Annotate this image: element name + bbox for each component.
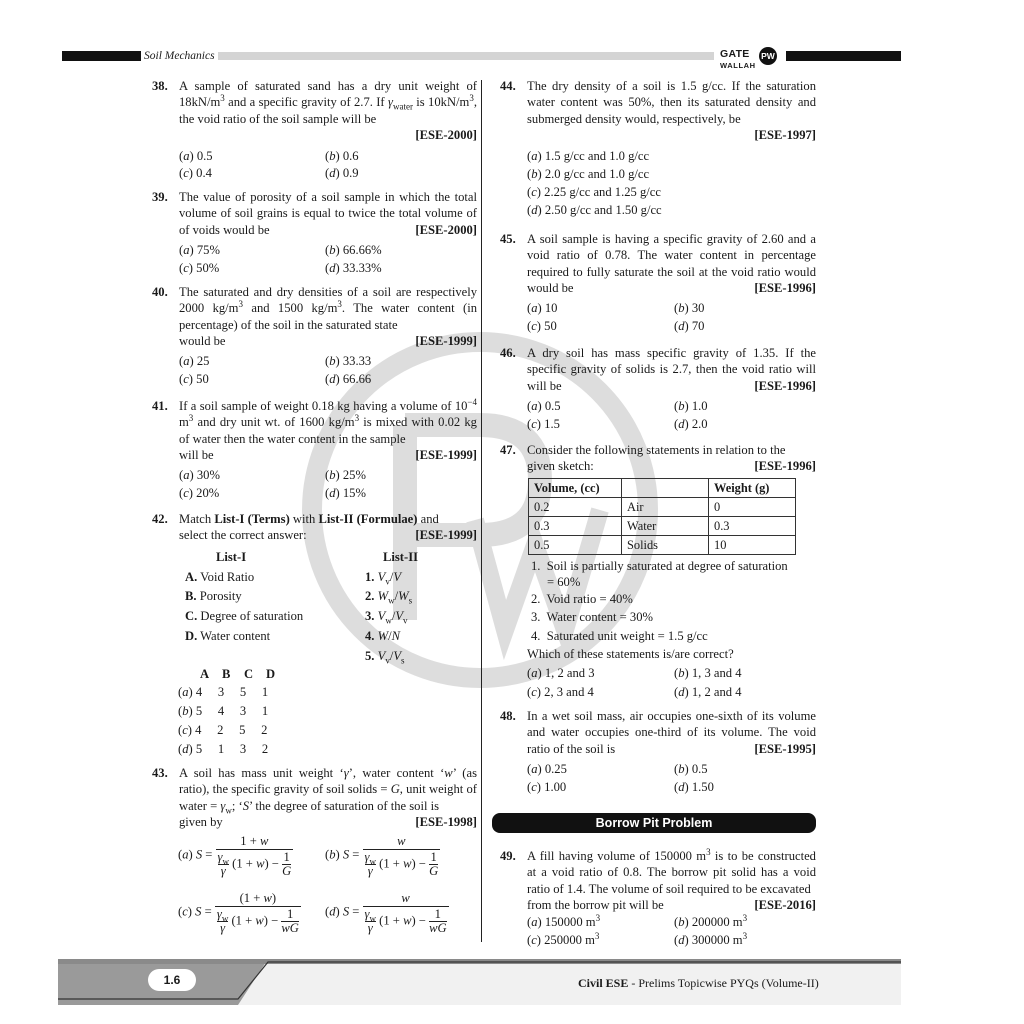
header-subject: Soil Mechanics: [144, 50, 215, 62]
exam-tag: [ESE-2000]: [415, 128, 477, 143]
list-2-item: 1. $V_v/V$: [365, 570, 402, 587]
question-number: 39.: [152, 190, 168, 204]
table-header-cell: Weight (g): [709, 479, 796, 498]
option-c[interactable]: (c) 4 2 5 2: [178, 723, 268, 737]
exam-tag: [ESE-1999]: [415, 528, 477, 543]
question-42: [152, 511, 477, 543]
table-header-cell: [622, 479, 709, 498]
last-line: will be [ESE-1996]: [527, 379, 816, 393]
last-line: of voids would be [ESE-2000]: [179, 223, 477, 237]
last-line: would be [ESE-1996]: [527, 281, 816, 295]
option-b[interactable]: (b) 1.0: [674, 399, 708, 413]
statement-2: 2. Void ratio = 40%: [531, 592, 633, 606]
table-row: [529, 498, 796, 517]
table-header-cell: Volume, (cc): [529, 479, 622, 498]
question-text: Match List-I (Terms) with List-II (Formulae) and: [179, 512, 439, 526]
question-41: [152, 396, 477, 501]
list-1-item: C. Degree of saturation: [185, 609, 304, 623]
code-header: A B C D: [200, 667, 276, 681]
options: [527, 298, 816, 334]
exam-tag: [ESE-1996]: [754, 281, 816, 295]
list-2-item: 2. $W_w/W_s$: [365, 589, 413, 606]
table-cell: 0.2: [529, 498, 622, 517]
table-cell: 0: [709, 498, 796, 517]
question-44: [500, 78, 816, 220]
list-1-item: D. Water content: [185, 629, 271, 643]
option-b[interactable]: (b) 0.6: [325, 148, 359, 163]
exam-tag: [ESE-1996]: [754, 459, 816, 473]
question-text: The dry density of a soil is 1.5 g/cc. If the saturation water content was 50%, then its saturated density and submerged density would, respectively, be: [527, 79, 816, 126]
header-bar-right: [786, 51, 901, 61]
question-number: 45.: [500, 232, 516, 246]
question-number: 44.: [500, 79, 516, 93]
section-banner-borrow-pit: Borrow Pit Problem: [492, 813, 816, 833]
option-a[interactable]: (a) 0.5: [179, 148, 213, 163]
question-number: 38.: [152, 79, 168, 93]
question-48: [500, 708, 816, 795]
option-d[interactable]: (d) 1, 2 and 4: [674, 685, 742, 699]
options: [527, 146, 816, 220]
table-cell: Solids: [622, 536, 709, 555]
option-b[interactable]: (b) 66.66%: [325, 243, 382, 257]
option-b[interactable]: (b) 200000 $m^3$: [674, 912, 748, 929]
options: [179, 465, 477, 501]
question-text: The saturated and dry densities of a soil are respectively 2000 $kg/m^3$ and 1500 $kg/m^3$. The water content (in percentage) of the soil in the saturated state: [179, 285, 477, 332]
option-c[interactable]: (c) 50%: [179, 261, 220, 275]
options: [179, 240, 477, 276]
option-d[interactable]: (d) 300000 $m^3$: [674, 930, 748, 947]
question-text: A sample of saturated sand has a dry unit weight of $18kN/m^3$ and a specific gravity of 2.7. If $\gamma_{water}$ is $10kN/m^3$, the void ratio of the soil sample will be: [179, 79, 477, 126]
option-c[interactable]: (c) S = (1 + w) $\frac{\gamma_w}{\gamma}$ (1 + w) − $\frac{1}{wG}$: [178, 891, 299, 936]
table-cell: 0.5: [529, 536, 622, 555]
question-text: A fill having volume of 150000 $m^3$ is to be constructed at a void ratio of 0.8. The borrow pit solid has a void ratio of 1.4. The volume of soil required to be excavated: [527, 846, 816, 896]
table-cell: Air: [622, 498, 709, 517]
option-a[interactable]: (a) 75%: [179, 243, 220, 257]
option-b[interactable]: (b) 25%: [325, 468, 366, 483]
statement-1-cont: = 60%: [547, 575, 581, 589]
last-line: will be [ESE-1999]: [179, 448, 477, 463]
option-b[interactable]: (b) 2.0 g/cc and 1.0 g/cc: [527, 166, 650, 181]
question-number: 40.: [152, 285, 168, 299]
option-b[interactable]: (b) S = w $\frac{\gamma_w}{\gamma}$ (1 + w) − $\frac{1}{G}$: [325, 834, 439, 879]
table-cell: Water: [622, 517, 709, 536]
option-d[interactable]: (d) 1.50: [674, 780, 714, 794]
option-c[interactable]: (c) 0.4: [179, 165, 212, 180]
option-a[interactable]: (a) 25: [179, 354, 210, 369]
option-a[interactable]: (a) S = 1 + w $\frac{\gamma_w}{\gamma}$ (1 + w) − $\frac{1}{G}$: [178, 834, 292, 879]
question-text: A dry soil has mass specific gravity of 1.35. If the specific gravity of solids is 2.7, then the void ratio will: [527, 346, 816, 377]
last-line: from the borrow pit will be [ESE-2016]: [527, 898, 816, 913]
list-1-item: A. Void Ratio: [185, 570, 255, 584]
question-text: A soil sample is having a specific gravity of 2.60 and a void ratio of 0.78. The water content in percentage required to fully saturate the soil at the void ratio would: [527, 232, 816, 279]
option-d[interactable]: (d) S = w $\frac{\gamma_w}{\gamma}$ (1 + w) − $\frac{1}{wG}$: [325, 891, 447, 936]
question-text: In a wet soil mass, air occupies one-sixth of its volume and water occupies one-third of its volume. The void: [527, 709, 816, 740]
list-2-item: 4. W/N: [365, 629, 401, 643]
option-b[interactable]: (b) 30: [674, 301, 705, 315]
table-cell: 0.3: [709, 517, 796, 536]
list-2-item: 5. $V_v/V_s$: [365, 649, 405, 666]
column-divider: [481, 80, 482, 942]
question-number: 47.: [500, 443, 516, 457]
question-43: [152, 765, 478, 830]
option-c[interactable]: (c) 1.00: [527, 780, 567, 794]
option-a[interactable]: (a) 1, 2 and 3: [527, 666, 595, 680]
list-1-item: B. Porosity: [185, 589, 242, 603]
last-line: would be [ESE-1999]: [179, 334, 477, 349]
table-cell: 0.3: [529, 517, 622, 536]
option-d[interactable]: (d) 5 1 3 2: [178, 742, 269, 756]
question-text: The value of porosity of a soil sample in which the total volume of soil grains is equal to twice the total volume of: [179, 190, 477, 221]
question-number: 49.: [500, 849, 516, 863]
options: [527, 396, 816, 432]
option-b[interactable]: (b) 0.5: [674, 762, 708, 776]
option-c[interactable]: (c) 50: [527, 319, 557, 333]
option-c[interactable]: (c) 250000 $m^3$: [527, 930, 600, 947]
exam-tag: [ESE-1995]: [754, 742, 816, 756]
question-text: Consider the following statements in relation to the: [527, 443, 786, 457]
last-line: ratio of the soil is [ESE-1995]: [527, 742, 816, 756]
option-b[interactable]: (b) 5 4 3 1: [178, 704, 269, 718]
exam-tag: [ESE-1996]: [754, 379, 816, 393]
list-2-item: 3. $V_w/V_v$: [365, 609, 408, 626]
table-header-row: [529, 479, 796, 498]
option-d[interactable]: (d) 66.66: [325, 372, 372, 387]
question-38: [152, 78, 477, 182]
exam-tag: [ESE-1999]: [415, 448, 477, 463]
options: [527, 759, 816, 795]
option-a[interactable]: (a) 4 3 5 1: [178, 685, 269, 699]
exam-tag: [ESE-1999]: [415, 334, 477, 349]
option-a[interactable]: (a) 10: [527, 301, 558, 315]
option-d[interactable]: (d) 2.0: [674, 417, 708, 431]
option-d[interactable]: (d) 70: [674, 319, 705, 333]
question-46: [500, 345, 816, 432]
option-c[interactable]: (c) 2.25 g/cc and 1.25 g/cc: [527, 184, 661, 199]
logo-gate-text: GATE: [720, 48, 750, 60]
option-d[interactable]: (d) 15%: [325, 486, 366, 501]
option-d[interactable]: (d) 2.50 g/cc and 1.50 g/cc: [527, 202, 662, 217]
option-b[interactable]: (b) 1, 3 and 4: [674, 666, 742, 680]
question-text: If a soil sample of weight 0.18 kg having a volume of $10^{-4}$ $m^3$ and dry unit wt. of 1600 $kg/m^3$ is mixed with 0.02 kg of water then the water content in the sample: [179, 396, 477, 446]
question-number: 41.: [152, 399, 168, 413]
list-1-heading: List-I: [216, 550, 247, 564]
question-47: [500, 442, 816, 474]
pw-logo-icon: PW: [759, 47, 777, 65]
options: [179, 146, 477, 182]
option-a[interactable]: (a) 0.25: [527, 762, 567, 776]
last-line: select the correct answer: [ESE-1999]: [179, 528, 477, 543]
option-c[interactable]: (c) 1.5: [527, 417, 560, 431]
question-number: 48.: [500, 709, 516, 723]
table-cell: 10: [709, 536, 796, 555]
question-49: [500, 846, 816, 913]
option-a[interactable]: (a) 150000 $m^3$: [527, 912, 601, 929]
footer-title: Civil ESE - Prelims Topicwise PYQs (Volume-II): [578, 976, 819, 990]
exam-tag: [ESE-2000]: [415, 223, 477, 237]
option-b[interactable]: (b) 33.33: [325, 354, 372, 369]
question-text: A soil has mass unit weight ‘γ’, water content ‘w’ (as ratio), the specific gravity of soil solids = G, unit weight of water = $\gamma_w$; ‘S’ the degree of saturation of the soil is: [179, 766, 478, 816]
option-d[interactable]: (d) 33.33%: [325, 261, 382, 275]
header-bar-left: [62, 51, 141, 61]
question-number: 42.: [152, 512, 168, 526]
statement-3: 3. Water content = 30%: [531, 610, 653, 624]
table-row: [529, 536, 796, 555]
option-a[interactable]: (a) 0.5: [527, 399, 561, 413]
header-bar-middle: [218, 52, 714, 60]
option-c[interactable]: (c) 20%: [179, 486, 220, 501]
statement-1: 1. Soil is partially saturated at degree of saturation: [531, 559, 788, 573]
exam-tag: [ESE-1998]: [415, 815, 477, 830]
question-ask: Which of these statements is/are correct?: [527, 647, 734, 661]
option-c[interactable]: (c) 50: [179, 372, 209, 387]
question-number: 43.: [152, 766, 168, 780]
exam-tag: [ESE-2016]: [754, 898, 816, 913]
options: [179, 351, 477, 387]
question-number: 46.: [500, 346, 516, 360]
option-c[interactable]: (c) 2, 3 and 4: [527, 685, 594, 699]
volume-weight-table: [528, 478, 796, 555]
gate-wallah-logo: [714, 44, 784, 70]
question-39: [152, 189, 477, 276]
question-40: [152, 284, 477, 387]
table-row: [529, 517, 796, 536]
statement-4: 4. Saturated unit weight = 1.5 g/cc: [531, 629, 708, 643]
option-a[interactable]: (a) 30%: [179, 468, 220, 483]
page-number: 1.6: [148, 969, 196, 991]
logo-wallah-text: WALLAH: [720, 61, 756, 70]
option-a[interactable]: (a) 1.5 g/cc and 1.0 g/cc: [527, 148, 650, 163]
list-2-heading: List-II: [383, 550, 418, 564]
last-line: given sketch: [ESE-1996]: [527, 459, 816, 473]
last-line: given by [ESE-1998]: [179, 815, 477, 830]
question-45: [500, 231, 816, 334]
exam-tag: [ESE-1997]: [754, 128, 816, 143]
option-d[interactable]: (d) 0.9: [325, 165, 359, 180]
